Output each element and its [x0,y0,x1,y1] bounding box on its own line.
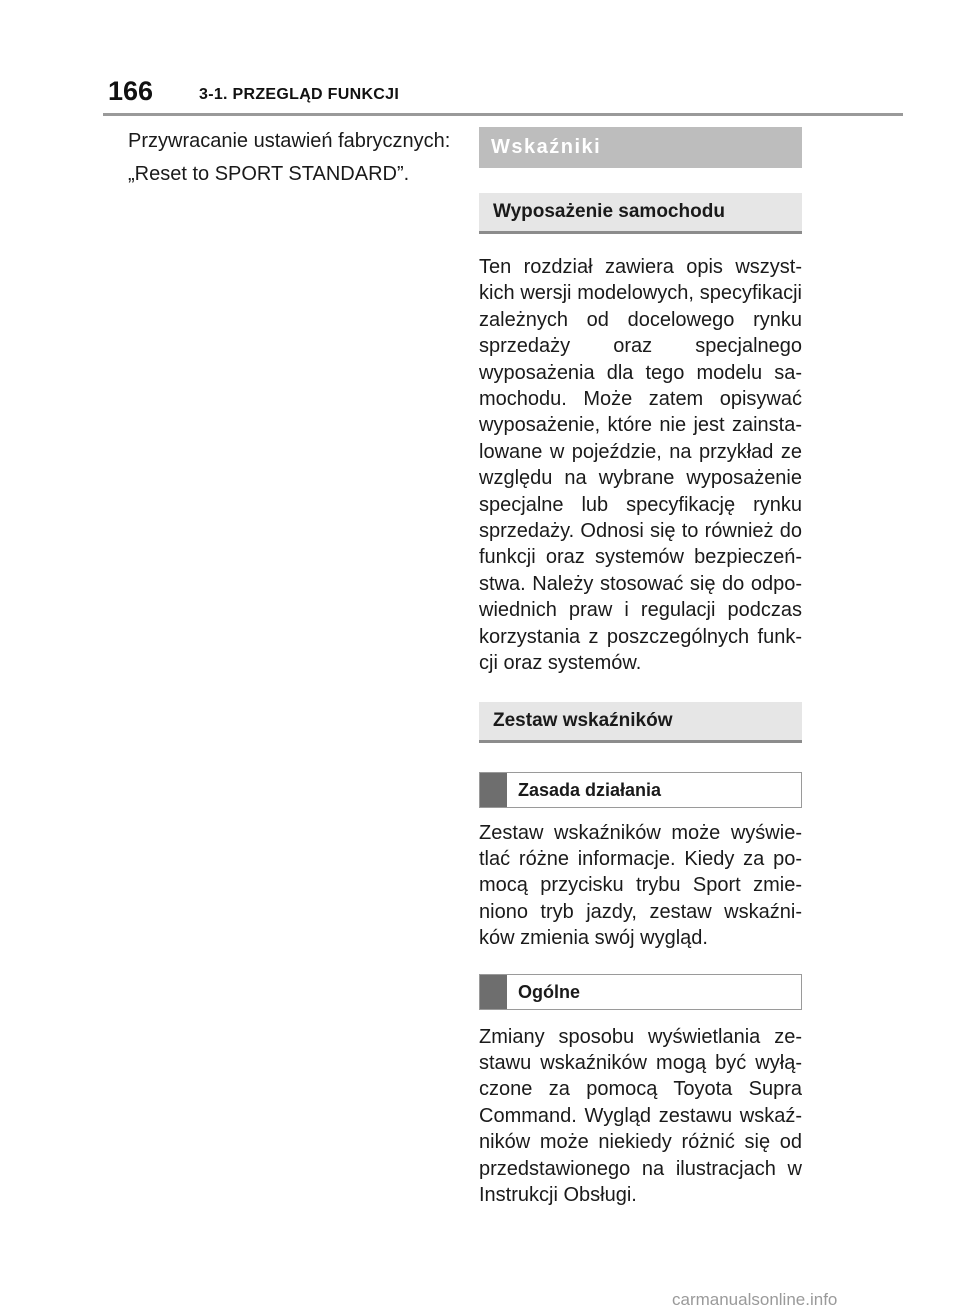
watermark: carmanualsonline.info [672,1290,838,1309]
section-marker [480,773,507,807]
reset-description: Przywracanie ustawień fabrycznych: [128,130,451,152]
heading-cluster: Zestaw wskaźników [479,702,802,743]
right-column [479,127,802,1208]
general-paragraph: Zmiany sposobu wyświetlania zestawu wskaźników mogą być wyłączone za pomocą Toyota Supra Command. Wygląd zestawu wskaźników może niekiedy różnić się od przedstawionego na ilustracjach w Instrukcji Obsługi. [479,1025,802,1206]
left-column [128,125,458,191]
page-number: 166 [108,76,154,106]
heading-principle-label: Zasada działania [518,779,662,800]
header-divider [103,113,903,116]
reset-command: „Reset to SPORT STANDARD”. [128,163,410,185]
heading-equipment: Wyposażenie samochodu [479,193,802,234]
heading-principle [479,772,802,808]
heading-general [479,974,802,1010]
section-marker [480,975,507,1009]
heading-wskazniki: Wskaźniki [479,127,802,168]
heading-general-label: Ogólne [518,981,580,1002]
equipment-paragraph: Ten rozdział zawiera opis wszystkich wersji modelowych, specyfikacji zależnych od docelowego rynku sprzedaży oraz specjalnego wyposażenia dla tego modelu samochodu. Może zatem opisywać wyposażenie, które nie jest zainstalowane w pojeździe, na przykład ze względu na wybrane wyposażenie specjalne lub specyfikację rynku sprzedaży. Odnosi się to również do funkcji oraz systemów bezpieczeństwa. Należy stosować się do odpowiednich praw i regulacji podczas korzystania z poszczególnych funkcji oraz systemów. [479,256,802,675]
section-title: 3-1. PRZEGLĄD FUNKCJI [199,86,400,103]
principle-paragraph: Zestaw wskaźników może wyświetlać różne informacje. Kiedy za pomocą przycisku trybu Sport zmieniono tryb jazdy, zestaw wskaźników zmienia swój wygląd. [479,821,802,950]
